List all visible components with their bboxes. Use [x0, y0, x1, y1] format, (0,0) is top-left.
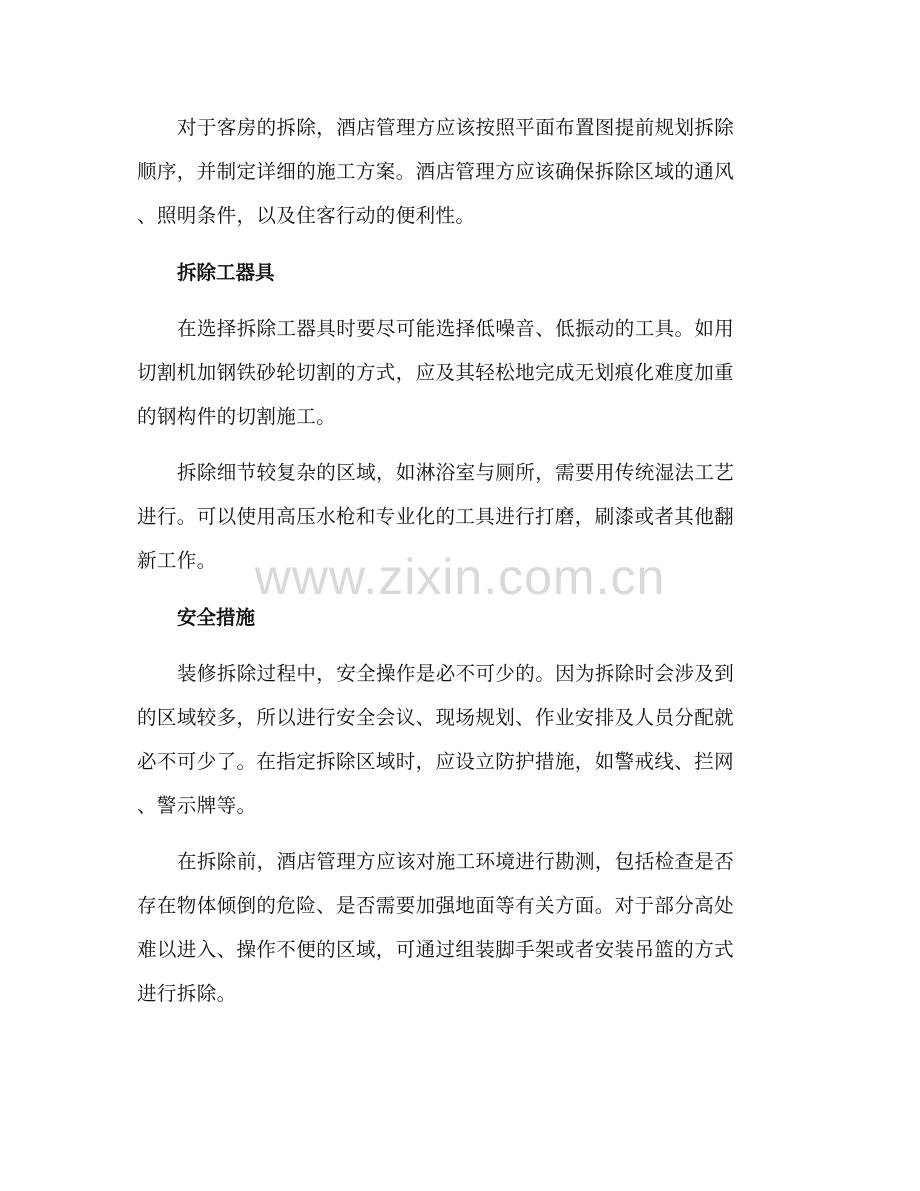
section-heading: 安全措施 [177, 606, 256, 629]
paragraph-line: 在选择拆除工器具时要尽可能选择低噪音、低振动的工具。如用 [177, 317, 735, 340]
paragraph-line: 存在物体倾倒的危险、是否需要加强地面等有关方面。对于部分高处 [137, 894, 735, 917]
paragraph-line: 、警示牌等。 [137, 794, 257, 817]
paragraph-line: 必不可少了。在指定拆除区域时，应设立防护措施，如警戒线、拦网 [137, 750, 735, 773]
paragraph-line: 的钢构件的切割施工。 [137, 405, 337, 428]
section-heading: 拆除工器具 [177, 261, 275, 284]
paragraph-line: 的区域较多，所以进行安全会议、现场规划、作业安排及人员分配就 [137, 706, 735, 729]
paragraph-line: 进行。可以使用高压水枪和专业化的工具进行打磨，刷漆或者其他翻 [137, 505, 735, 528]
paragraph-line: 切割机加钢铁砂轮切割的方式，应及其轻松地完成无划痕化难度加重 [137, 361, 735, 384]
paragraph-line: 拆除细节较复杂的区域，如淋浴室与厕所，需要用传统湿法工艺 [177, 461, 735, 484]
paragraph-line: 进行拆除。 [137, 982, 237, 1005]
watermark-text: www.zixin.com.cn [254, 549, 666, 605]
paragraph-line: 装修拆除过程中，安全操作是必不可少的。因为拆除时会涉及到 [177, 662, 735, 685]
paragraph-line: 、照明条件，以及住客行动的便利性。 [137, 204, 476, 227]
paragraph-line: 在拆除前，酒店管理方应该对施工环境进行勘测，包括检查是否 [177, 850, 735, 873]
paragraph-line: 难以进入、操作不便的区域，可通过组装脚手架或者安装吊篮的方式 [137, 938, 735, 961]
paragraph-line: 新工作。 [137, 549, 217, 572]
paragraph-line: 顺序，并制定详细的施工方案。酒店管理方应该确保拆除区域的通风 [137, 160, 735, 183]
paragraph-line: 对于客房的拆除，酒店管理方应该按照平面布置图提前规划拆除 [177, 116, 735, 139]
